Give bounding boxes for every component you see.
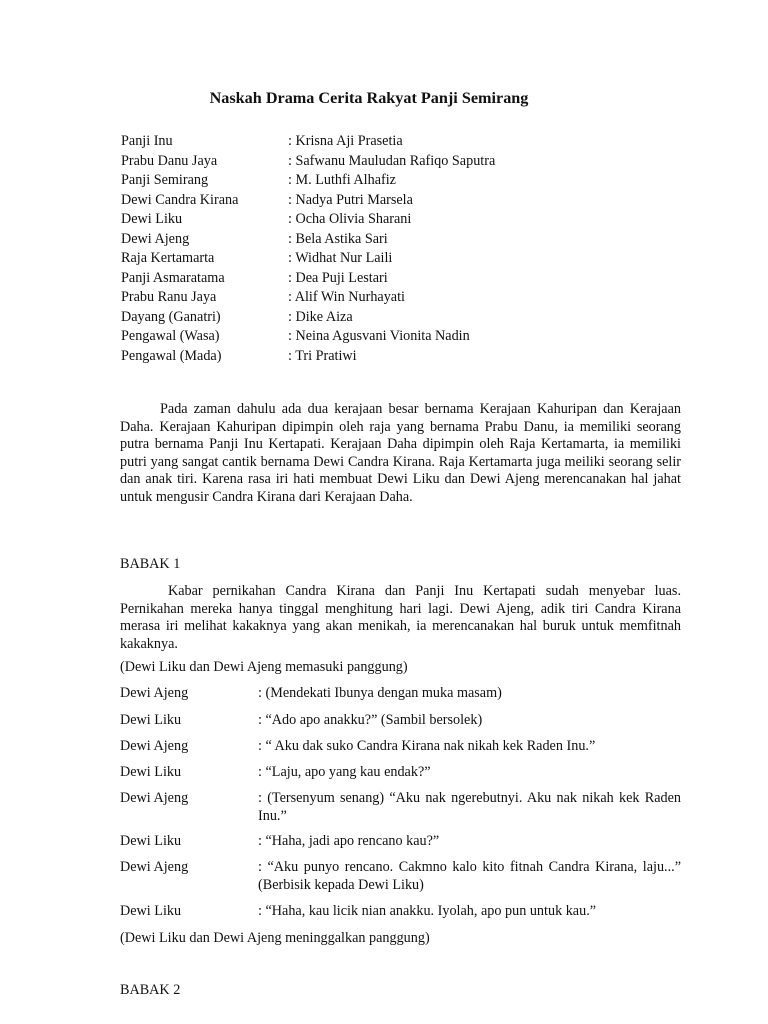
cast-row — [121, 191, 681, 211]
cast-role: Raja Kertamarta — [121, 250, 215, 266]
cast-actor: : Tri Pratiwi — [288, 347, 357, 364]
cast-row — [121, 132, 681, 152]
cast-role: Panji Asmaratama — [121, 269, 225, 286]
dialog-speaker: Dewi Ajeng — [120, 685, 189, 701]
cast-actor: : Dea Puji Lestari — [288, 269, 388, 286]
cast-list — [121, 132, 681, 366]
cast-role: Panji Inu — [121, 133, 173, 149]
babak1-heading: BABAK 1 — [120, 556, 181, 572]
cast-row — [121, 347, 681, 367]
cast-role: Prabu Ranu Jaya — [121, 289, 217, 305]
dialog-speech: : “Aku punyo rencano. Cakmno kalo kito fitnah Candra Kirana, laju...” (Berbisik kepada Dewi Liku) — [258, 859, 681, 893]
intro-paragraph: Pada zaman dahulu ada dua kerajaan besar bernama Kerajaan Kahuripan dan Kerajaan Daha. Kerajaan Kahuripan dipimpin oleh raja yang bernama Prabu Danu, ia memiliki seorang putra bernama Panji Inu Kertapati. Kerajaan Daha dipimpin oleh Raja Kertamarta, ia memiliki putri yang sangat cantik bernama Dewi Candra Kirana. Raja Kertamarta juga meiliki seorang selir dan anak tiri. Karena rasa iri hati membuat Dewi Liku dan Dewi Ajeng merencanakan hal jahat untuk mengusir Candra Kirana dari Kerajaan Daha. — [120, 401, 681, 505]
cast-role: Prabu Danu Jaya — [121, 152, 218, 169]
cast-actor: : M. Luthfi Alhafiz — [288, 172, 396, 188]
cast-row — [121, 288, 681, 308]
cast-actor: : Neina Agusvani Vionita Nadin — [288, 328, 470, 344]
cast-row — [121, 210, 681, 230]
dialog-speaker: Dewi Ajeng — [120, 738, 189, 754]
dialog-speaker: Dewi Ajeng — [120, 790, 189, 806]
cast-row — [121, 269, 681, 289]
dialog-speech: : (Mendekati Ibunya dengan muka masam) — [258, 685, 502, 701]
cast-role: Pengawal (Mada) — [121, 347, 222, 364]
dialog-speech: : “Haha, kau licik nian anakku. Iyolah, apo pun untuk kau.” — [258, 903, 597, 919]
cast-actor: : Dike Aiza — [288, 308, 353, 325]
babak2-heading: BABAK 2 — [120, 982, 181, 998]
dialog-speaker: Dewi Liku — [120, 903, 182, 919]
cast-actor: : Safwanu Mauludan Rafiqo Saputra — [288, 152, 496, 169]
cast-row — [121, 327, 681, 347]
cast-actor: : Widhat Nur Laili — [288, 250, 393, 266]
cast-actor: : Alif Win Nurhayati — [288, 289, 405, 305]
cast-actor: : Bela Astika Sari — [288, 230, 388, 247]
cast-row — [121, 171, 681, 191]
document-title: Naskah Drama Cerita Rakyat Panji Semirang — [209, 89, 529, 107]
stage-direction-enter: (Dewi Liku dan Dewi Ajeng memasuki panggung) — [120, 659, 408, 675]
stage-direction-exit: (Dewi Liku dan Dewi Ajeng meninggalkan panggung) — [120, 930, 430, 946]
cast-row — [121, 249, 681, 269]
dialog-speaker: Dewi Liku — [120, 712, 182, 728]
cast-actor: : Ocha Olivia Sharani — [288, 211, 412, 227]
cast-role: Pengawal (Wasa) — [121, 328, 220, 344]
dialog-speaker: Dewi Ajeng — [120, 859, 189, 875]
cast-role: Dayang (Ganatri) — [121, 308, 221, 325]
cast-actor: : Krisna Aji Prasetia — [288, 133, 403, 149]
cast-actor: : Nadya Putri Marsela — [288, 191, 413, 208]
cast-role: Panji Semirang — [121, 172, 209, 188]
cast-row — [121, 230, 681, 250]
cast-row — [121, 152, 681, 172]
dialog-speech: : “Haha, jadi apo rencano kau?” — [258, 833, 440, 849]
dialog-speaker: Dewi Liku — [120, 764, 182, 780]
dialog-speech: : “Laju, apo yang kau endak?” — [258, 764, 431, 780]
cast-role: Dewi Candra Kirana — [121, 191, 239, 208]
cast-role: Dewi Ajeng — [121, 230, 190, 247]
cast-role: Dewi Liku — [121, 211, 183, 227]
dialog-speech: : “ Aku dak suko Candra Kirana nak nikah kek Raden Inu.” — [258, 738, 596, 754]
dialog-speaker: Dewi Liku — [120, 833, 182, 849]
cast-row — [121, 308, 681, 328]
babak1-narration: Kabar pernikahan Candra Kirana dan Panji Inu Kertapati sudah menyebar luas. Pernikahan mereka hanya tinggal menghitung hari lagi. Dewi Ajeng, adik tiri Candra Kirana merasa iri melihat kakaknya yang akan menikah, ia merencanakan hal buruk untuk memfitnah kakaknya. — [120, 583, 681, 652]
dialog-speech: : (Tersenyum senang) “Aku nak ngerebutnyi. Aku nak nikah kek Raden Inu.” — [258, 790, 681, 824]
dialog-speech: : “Ado apo anakku?” (Sambil bersolek) — [258, 712, 483, 728]
